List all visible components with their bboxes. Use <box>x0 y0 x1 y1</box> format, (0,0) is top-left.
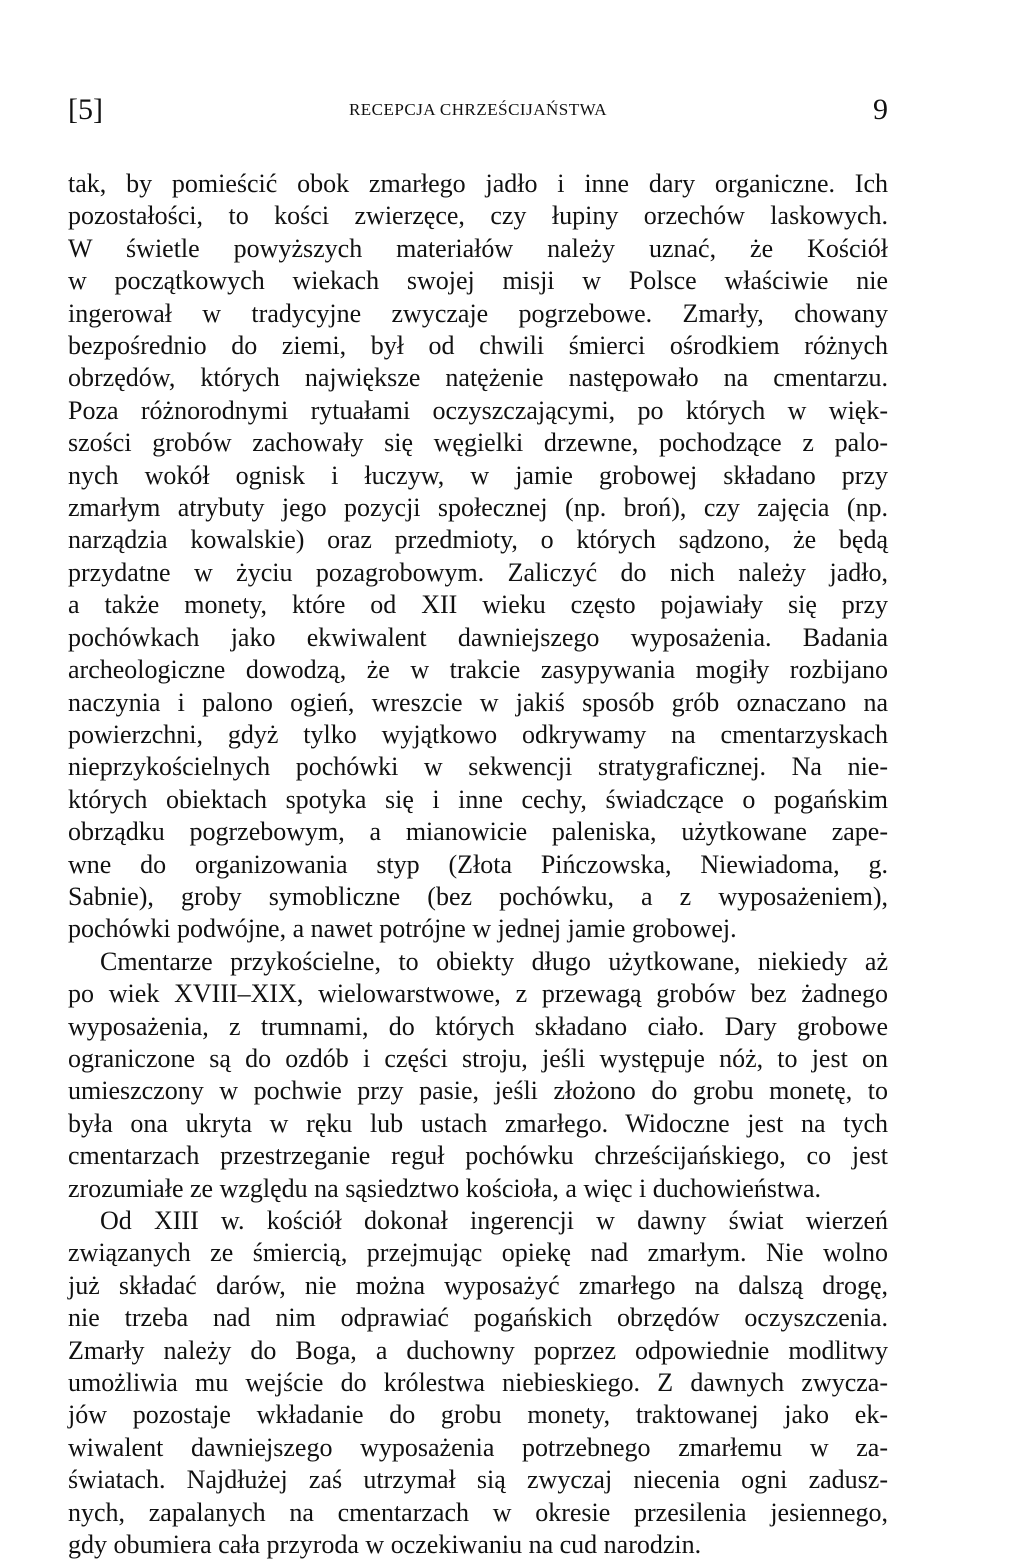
text-line: obrządku pogrzebowym, a mianowicie paleniska, użytkowane zape- <box>68 817 888 847</box>
text-line: światach. Najdłużej zaś utrzymał sią zwyczaj niecenia ogni zadusz- <box>68 1465 888 1495</box>
section-page-label: [5] <box>68 93 103 126</box>
text-line: umieszczony w pochwie przy pasie, jeśli złożono do grobu monetę, to <box>68 1076 888 1106</box>
text-line: a także monety, które od XII wieku często pojawiały się przy <box>68 590 888 620</box>
text-line: naczynia i palono ogień, wreszcie w jakiś sposób grób oznaczano na <box>68 687 888 717</box>
running-title: RECEPCJA CHRZEŚCIJAŃSTWA <box>348 100 608 119</box>
text-line: zmarłym atrybuty jego pozycji społecznej (np. broń), czy zajęcia (np. <box>68 493 888 523</box>
text-line: po wiek XVIII–XIX, wielowarstwowe, z przewagą grobów bez żadnego <box>68 979 888 1009</box>
text-line: ograniczone są do ozdób i części stroju, jeśli występuje nóż, to jest on <box>68 1043 888 1073</box>
text-line: gdy obumiera cała przyroda w oczekiwaniu na cud narodzin. <box>68 1530 702 1560</box>
running-header <box>68 92 888 132</box>
text-line: nych, zapalanych na cmentarzach w okresie przesilenia jesiennego, <box>68 1497 888 1527</box>
text-line: pochówkach jako ekwiwalent dawniejszego wyposażenia. Badania <box>68 622 888 652</box>
text-line: powierzchni, gdyż tylko wyjątkowo odkrywamy na cmentarzyskach <box>68 719 888 749</box>
text-line: Zmarły należy do Boga, a duchowny poprzez odpowiednie modlitwy <box>68 1335 888 1365</box>
text-line: wiwalent dawniejszego wyposażenia potrzebnego zmarłemu w za- <box>68 1432 888 1462</box>
text-line: nie trzeba nad nim odprawiać pogańskich obrzędów oczyszczenia. <box>68 1303 888 1333</box>
text-line: jów pozostaje wkładanie do grobu monety, traktowanej jako ek- <box>68 1400 888 1430</box>
text-line: nieprzykościelnych pochówki w sekwencji stratygraficznej. Na nie- <box>68 752 888 782</box>
text-line: obrzędów, których największe natężenie następowało na cmentarzu. <box>68 363 888 393</box>
text-line: związanych ze śmiercią, przejmując opiekę nad zmarłym. Nie wolno <box>68 1238 888 1268</box>
text-line: Sabnie), groby symobliczne (bez pochówku, a z wyposażeniem), <box>68 881 888 911</box>
text-line: zrozumiałe ze względu na sąsiedztwo kościoła, a więc i duchowieństwa. <box>68 1173 821 1203</box>
text-line: tak, by pomieścić obok zmarłego jadło i inne dary organiczne. Ich <box>68 169 888 198</box>
text-line: pochówki podwójne, a nawet potrójne w jednej jamie grobowej. <box>68 914 737 944</box>
text-line: w początkowych wiekach swojej misji w Polsce właściwie nie <box>68 266 888 296</box>
text-line: narządzia kowalskie) oraz przedmioty, o których sądzono, że będą <box>68 525 888 555</box>
text-line: Od XIII w. kościół dokonał ingerencji w dawny świat wierzeń <box>100 1206 888 1235</box>
text-line: nych wokół ognisk i łuczyw, w jamie grobowej składano przy <box>68 460 888 490</box>
text-line: była ona ukryta w ręku lub ustach zmarłego. Widoczne jest na tych <box>68 1108 888 1138</box>
text-line: wne do organizowania styp (Złota Pińczowska, Niewiadoma, g. <box>68 849 888 879</box>
text-line: których obiektach spotyka się i inne cechy, świadczące o pogańskim <box>68 784 888 814</box>
text-line: umożliwia mu wejście do królestwa niebieskiego. Z dawnych zwycza- <box>68 1368 888 1398</box>
text-line: bezpośrednio do ziemi, był od chwili śmierci ośrodkiem różnych <box>68 331 888 361</box>
text-line: archeologiczne dowodzą, że w trakcie zasypywania mogiły rozbijano <box>68 655 888 685</box>
text-line: pozostałości, to kości zwierzęce, czy łupiny orzechów laskowych. <box>68 201 888 231</box>
text-line: wyposażenia, z trumnami, do których składano ciało. Dary grobowe <box>68 1011 888 1041</box>
page-number: 9 <box>873 93 888 126</box>
text-line: szości grobów zachowały się węgielki drzewne, pochodzące z palo- <box>68 428 888 458</box>
text-line: ingerował w tradycyjne zwyczaje pogrzebowe. Zmarły, chowany <box>68 298 888 328</box>
text-line: już składać darów, nie można wyposażyć zmarłego na dalszą drogę, <box>68 1270 888 1300</box>
text-line: Poza różnorodnymi rytuałami oczyszczającymi, po których w więk- <box>68 395 888 425</box>
text-line: cmentarzach przestrzeganie reguł pochówku chrześcijańskiego, co jest <box>68 1141 888 1171</box>
body-text <box>68 168 888 1561</box>
text-line: W świetle powyższych materiałów należy uznać, że Kościół <box>68 233 888 263</box>
text-line: przydatne w życiu pozagrobowym. Zaliczyć do nich należy jadło, <box>68 557 888 587</box>
text-line: Cmentarze przykościelne, to obiekty długo użytkowane, niekiedy aż <box>100 946 888 976</box>
